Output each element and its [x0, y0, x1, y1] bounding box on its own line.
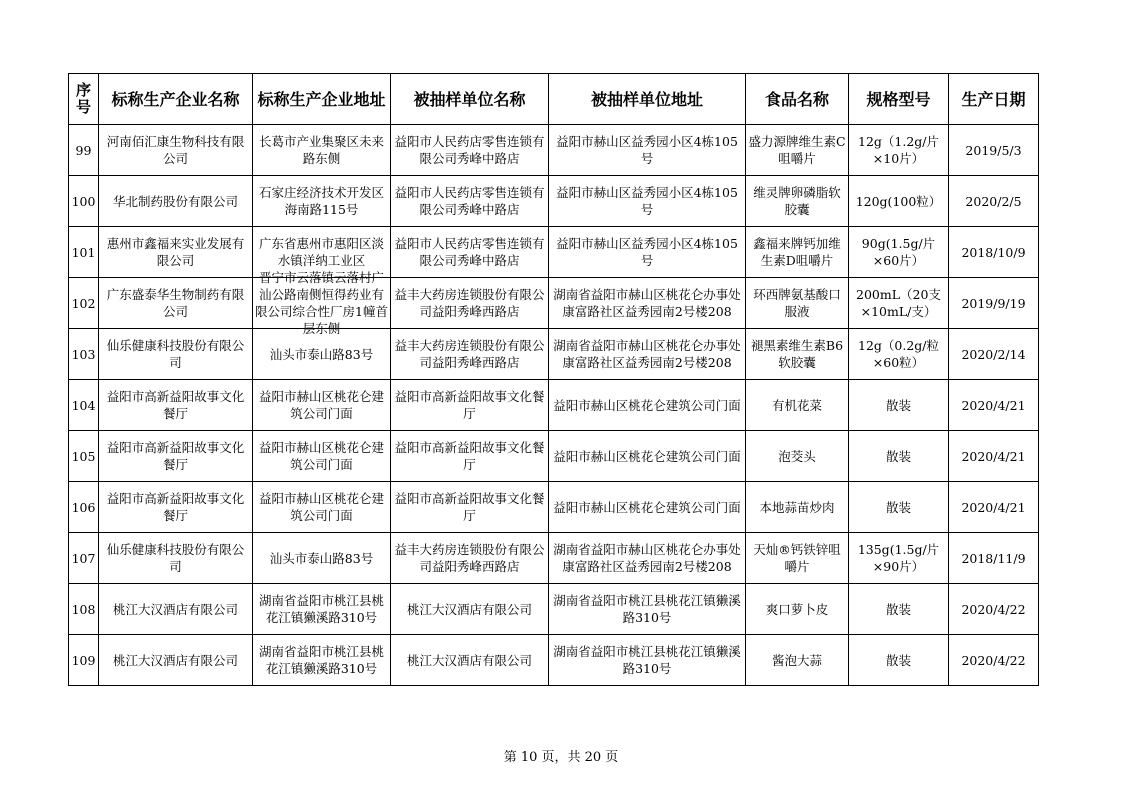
- cell-text: 益阳市赫山区桃花仑建筑公司门面: [258, 440, 384, 472]
- cell-producer-address: [253, 431, 391, 482]
- cell-text: 晋宁市云落镇云落村广汕公路南侧恒得药业有限公司综合性厂房1幢首层东侧: [255, 270, 388, 336]
- header-seq: 序号: [69, 74, 99, 125]
- cell-seq: [69, 176, 99, 227]
- cell-text: 益丰大药房连锁股份有限公司益阳秀峰西路店: [394, 338, 545, 370]
- cell-text: 湖南省益阳市赫山区桃花仑办事处康富路社区益秀园南2号楼208: [553, 542, 741, 574]
- cell-sampled-unit-address: [549, 278, 746, 329]
- cell-text: 104: [71, 397, 96, 413]
- cell-production-date: [949, 584, 1039, 635]
- cell-spec: [849, 329, 949, 380]
- cell-text: 河南佰汇康生物科技有限公司: [106, 134, 245, 166]
- cell-text: 桃江大汉酒店有限公司: [406, 652, 532, 668]
- cell-food-name: [746, 227, 849, 278]
- table-row: [69, 431, 1039, 482]
- table-row: [69, 584, 1039, 635]
- cell-food-name: [746, 431, 849, 482]
- cell-spec: [849, 176, 949, 227]
- cell-text: 益阳市赫山区益秀园小区4栋105号: [556, 134, 738, 166]
- table-row: [69, 380, 1039, 431]
- cell-seq: [69, 278, 99, 329]
- cell-text: 桃江大汉酒店有限公司: [406, 601, 532, 617]
- cell-text: 益阳市赫山区桃花仑建筑公司门面: [258, 389, 384, 421]
- cell-text: 湖南省益阳市桃江县桃花江镇獭溪路310号: [258, 644, 384, 676]
- cell-spec: [849, 482, 949, 533]
- cell-sampled-unit-name: [391, 584, 549, 635]
- cell-food-name: [746, 329, 849, 380]
- cell-text: 散装: [885, 652, 911, 668]
- cell-text: 惠州市鑫福来实业发展有限公司: [106, 236, 245, 268]
- cell-production-date: [949, 176, 1039, 227]
- cell-producer-name: [99, 125, 253, 176]
- cell-text: 益阳市高新益阳故事文化餐厅: [106, 491, 245, 523]
- cell-text: 长葛市产业集聚区未来路东侧: [258, 134, 384, 166]
- cell-producer-address: [253, 270, 391, 336]
- cell-food-name: [746, 482, 849, 533]
- cell-seq: [69, 227, 99, 278]
- cell-sampled-unit-name: [391, 482, 549, 533]
- cell-food-name: [746, 278, 849, 329]
- cell-producer-name: [99, 176, 253, 227]
- cell-producer-name: [99, 329, 253, 380]
- cell-text: 101: [71, 244, 96, 260]
- cell-sampled-unit-address: [549, 635, 746, 686]
- cell-production-date: [949, 329, 1039, 380]
- cell-text: 盛力源牌维生素C咀嚼片: [748, 134, 846, 166]
- cell-text: 135g(1.5g/片×90片）: [857, 542, 940, 574]
- cell-sampled-unit-name: [391, 125, 549, 176]
- cell-text: 仙乐健康科技股份有限公司: [106, 542, 245, 574]
- cell-producer-name: [99, 533, 253, 584]
- cell-text: 益阳市人民药店零售连锁有限公司秀峰中路店: [394, 134, 545, 166]
- cell-text: 广东省惠州市惠阳区淡水镇洋纳工业区: [258, 236, 384, 268]
- cell-producer-name: [99, 482, 253, 533]
- cell-producer-name: [99, 431, 253, 482]
- table-row: [69, 329, 1039, 380]
- cell-text: 2019/5/3: [965, 142, 1022, 158]
- cell-food-name: [746, 380, 849, 431]
- cell-text: 103: [71, 346, 96, 362]
- cell-text: 益阳市人民药店零售连锁有限公司秀峰中路店: [394, 185, 545, 217]
- cell-text: 湖南省益阳市桃江县桃花江镇獭溪路310号: [258, 593, 384, 625]
- cell-text: 维灵牌卵磷脂软胶囊: [753, 185, 841, 217]
- cell-text: 益丰大药房连锁股份有限公司益阳秀峰西路店: [394, 287, 545, 319]
- cell-text: 120g(100粒）: [855, 193, 942, 209]
- cell-seq: [69, 584, 99, 635]
- cell-production-date: [949, 125, 1039, 176]
- cell-text: 益阳市赫山区桃花仑建筑公司门面: [553, 397, 741, 413]
- header-sampled-unit-name: 被抽样单位名称: [391, 74, 549, 125]
- cell-sampled-unit-name: [391, 635, 549, 686]
- cell-spec: [849, 380, 949, 431]
- cell-producer-name: [99, 380, 253, 431]
- table-row: [69, 482, 1039, 533]
- table-row: [69, 125, 1039, 176]
- cell-sampled-unit-address: [549, 380, 746, 431]
- cell-seq: [69, 125, 99, 176]
- cell-sampled-unit-address: [549, 176, 746, 227]
- cell-food-name: [746, 584, 849, 635]
- cell-production-date: [949, 431, 1039, 482]
- cell-text: 鑫福来牌钙加维生素D咀嚼片: [753, 236, 841, 268]
- cell-text: 泡茭头: [778, 448, 816, 464]
- cell-text: 散装: [885, 448, 911, 464]
- cell-text: 湖南省益阳市赫山区桃花仑办事处康富路社区益秀园南2号楼208: [553, 287, 741, 319]
- cell-text: 益阳市赫山区桃花仑建筑公司门面: [553, 499, 741, 515]
- cell-production-date: [949, 482, 1039, 533]
- cell-text: 华北制药股份有限公司: [112, 193, 238, 209]
- cell-text: 有机花菜: [771, 397, 822, 413]
- cell-text: 105: [71, 448, 96, 464]
- cell-text: 益阳市高新益阳故事文化餐厅: [394, 491, 545, 523]
- cell-spec: [849, 584, 949, 635]
- cell-producer-name: [99, 584, 253, 635]
- cell-text: 本地蒜苗炒肉: [759, 499, 835, 515]
- cell-text: 益阳市赫山区桃花仑建筑公司门面: [258, 491, 384, 523]
- cell-food-name: [746, 176, 849, 227]
- cell-text: 益阳市高新益阳故事文化餐厅: [106, 389, 245, 421]
- cell-production-date: [949, 278, 1039, 329]
- cell-text: 散装: [885, 499, 911, 515]
- cell-text: 12g（0.2g/粒×60粒）: [858, 338, 939, 370]
- cell-sampled-unit-address: [549, 533, 746, 584]
- cell-text: 桃江大汉酒店有限公司: [112, 601, 238, 617]
- cell-sampled-unit-name: [391, 278, 549, 329]
- cell-producer-address: [253, 380, 391, 431]
- cell-text: 湖南省益阳市赫山区桃花仑办事处康富路社区益秀园南2号楼208: [553, 338, 741, 370]
- cell-text: 2020/2/5: [965, 193, 1022, 209]
- cell-text: 99: [75, 142, 92, 158]
- cell-text: 益丰大药房连锁股份有限公司益阳秀峰西路店: [394, 542, 545, 574]
- inspection-table: [68, 73, 1039, 686]
- cell-text: 爽口萝卜皮: [765, 601, 829, 617]
- cell-text: 2019/9/19: [961, 295, 1026, 311]
- cell-text: 酱泡大蒜: [771, 652, 822, 668]
- cell-production-date: [949, 380, 1039, 431]
- cell-text: 106: [71, 499, 96, 515]
- cell-text: 广东盛泰华生物制药有限公司: [106, 287, 245, 319]
- cell-producer-address: [253, 125, 391, 176]
- cell-sampled-unit-name: [391, 431, 549, 482]
- cell-text: 108: [71, 601, 96, 617]
- cell-spec: [849, 635, 949, 686]
- cell-text: 环西牌氨基酸口服液: [753, 287, 841, 319]
- cell-food-name: [746, 125, 849, 176]
- cell-text: 益阳市人民药店零售连锁有限公司秀峰中路店: [394, 236, 545, 268]
- header-sampled-unit-address: 被抽样单位地址: [549, 74, 746, 125]
- header-production-date: 生产日期: [949, 74, 1039, 125]
- cell-sampled-unit-name: [391, 533, 549, 584]
- cell-text: 仙乐健康科技股份有限公司: [106, 338, 245, 370]
- cell-text: 200mL（20支×10mL/支）: [856, 287, 941, 319]
- cell-spec: [849, 278, 949, 329]
- cell-sampled-unit-address: [549, 482, 746, 533]
- cell-text: 2020/4/22: [961, 652, 1026, 668]
- cell-text: 2020/4/21: [961, 499, 1026, 515]
- header-producer-address: 标称生产企业地址: [253, 74, 391, 125]
- cell-seq: [69, 380, 99, 431]
- cell-seq: [69, 431, 99, 482]
- cell-text: 褪黑素维生素B6软胶囊: [750, 338, 844, 370]
- cell-sampled-unit-address: [549, 329, 746, 380]
- cell-food-name: [746, 635, 849, 686]
- cell-spec: [849, 431, 949, 482]
- cell-text: 益阳市高新益阳故事文化餐厅: [106, 440, 245, 472]
- cell-sampled-unit-name: [391, 329, 549, 380]
- cell-production-date: [949, 635, 1039, 686]
- cell-producer-address: [253, 584, 391, 635]
- cell-text: 益阳市赫山区益秀园小区4栋105号: [556, 185, 738, 217]
- cell-text: 汕头市泰山路83号: [269, 550, 374, 566]
- cell-spec: [849, 125, 949, 176]
- cell-text: 湖南省益阳市桃江县桃花江镇獭溪路310号: [553, 593, 741, 625]
- table-row: [69, 533, 1039, 584]
- cell-text: 2020/4/21: [961, 448, 1026, 464]
- cell-text: 汕头市泰山路83号: [269, 346, 374, 362]
- cell-sampled-unit-address: [549, 125, 746, 176]
- cell-text: 益阳市赫山区桃花仑建筑公司门面: [553, 448, 741, 464]
- cell-sampled-unit-name: [391, 380, 549, 431]
- table-header-row: [69, 74, 1039, 125]
- cell-producer-name: [99, 227, 253, 278]
- cell-seq: [69, 482, 99, 533]
- header-producer-name: 标称生产企业名称: [99, 74, 253, 125]
- cell-producer-address: [253, 533, 391, 584]
- cell-text: 湖南省益阳市桃江县桃花江镇獭溪路310号: [553, 644, 741, 676]
- cell-seq: [69, 329, 99, 380]
- cell-producer-name: [99, 278, 253, 329]
- cell-text: 石家庄经济技术开发区海南路115号: [258, 185, 384, 217]
- cell-spec: [849, 227, 949, 278]
- cell-text: 12g（1.2g/片×10片）: [858, 134, 939, 166]
- cell-sampled-unit-address: [549, 431, 746, 482]
- table-row: [69, 635, 1039, 686]
- cell-text: 2020/2/14: [961, 346, 1026, 362]
- header-spec: 规格型号: [849, 74, 949, 125]
- cell-producer-address: [253, 482, 391, 533]
- cell-text: 107: [71, 550, 96, 566]
- cell-text: 90g(1.5g/片×60片）: [861, 236, 936, 268]
- cell-production-date: [949, 227, 1039, 278]
- cell-text: 2020/4/22: [961, 601, 1026, 617]
- cell-sampled-unit-name: [391, 227, 549, 278]
- table-row: [69, 176, 1039, 227]
- cell-text: 2018/10/9: [961, 244, 1026, 260]
- cell-text: 散装: [885, 397, 911, 413]
- cell-text: 100: [71, 193, 96, 209]
- cell-production-date: [949, 533, 1039, 584]
- cell-seq: [69, 533, 99, 584]
- cell-text: 桃江大汉酒店有限公司: [112, 652, 238, 668]
- cell-producer-name: [99, 635, 253, 686]
- cell-text: 109: [71, 652, 96, 668]
- table-row: [69, 227, 1039, 278]
- cell-text: 2018/11/9: [961, 550, 1026, 566]
- cell-text: 102: [71, 295, 96, 311]
- cell-sampled-unit-name: [391, 176, 549, 227]
- header-food-name: 食品名称: [746, 74, 849, 125]
- cell-sampled-unit-address: [549, 584, 746, 635]
- cell-sampled-unit-address: [549, 227, 746, 278]
- cell-text: 散装: [885, 601, 911, 617]
- cell-text: 益阳市高新益阳故事文化餐厅: [394, 389, 545, 421]
- table-row: [69, 278, 1039, 329]
- cell-producer-address: [253, 176, 391, 227]
- cell-spec: [849, 533, 949, 584]
- cell-food-name: [746, 533, 849, 584]
- cell-text: 2020/4/21: [961, 397, 1026, 413]
- cell-text: 益阳市高新益阳故事文化餐厅: [394, 440, 545, 472]
- cell-producer-address: [253, 635, 391, 686]
- cell-seq: [69, 635, 99, 686]
- page-footer: 第 10 页，共 20 页: [503, 750, 619, 765]
- cell-text: 益阳市赫山区益秀园小区4栋105号: [556, 236, 738, 268]
- cell-text: 天灿®钙铁锌咀嚼片: [753, 542, 841, 574]
